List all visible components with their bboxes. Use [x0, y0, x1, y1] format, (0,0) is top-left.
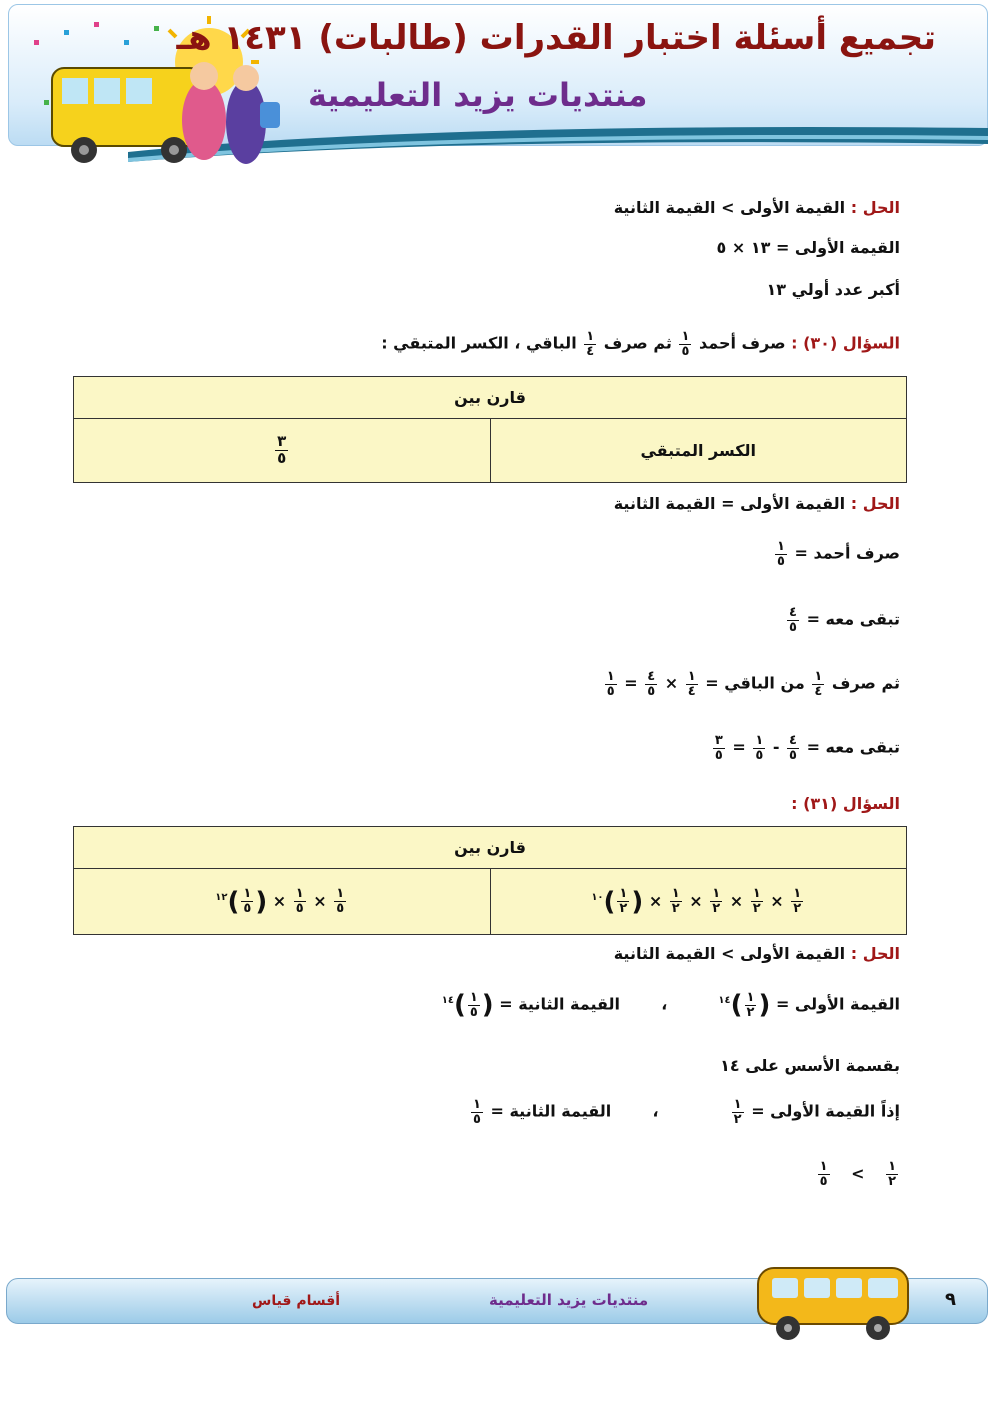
solution-answer: القيمة الأولى > القيمة الثانية — [613, 198, 846, 217]
first-value: الكسر المتبقي — [490, 419, 907, 483]
q29-line2: أكبر عدد أولي ١٣ — [766, 280, 900, 299]
second-value: $\frac{٣}{٥}$ — [74, 419, 491, 483]
q31-line2: بقسمة الأسس على ١٤ — [720, 1056, 900, 1075]
footer-site: منتديات يزيد التعليمية — [489, 1291, 649, 1309]
solution-label: الحل : — [850, 198, 900, 217]
table-header: قارن بين — [74, 377, 907, 419]
q30-step4: تبقى معه = $\frac{٤}{٥}$ - $\frac{١}{٥}$ = $\frac{٣}{٥}$ — [714, 733, 900, 763]
solution-label: الحل : — [850, 944, 900, 963]
q31-question — [791, 794, 900, 813]
q31-compare-table — [73, 826, 907, 935]
solution-answer: القيمة الأولى > القيمة الثانية — [613, 944, 846, 963]
footer-bus-illustration — [748, 1250, 918, 1346]
q30-question: السؤال (٣٠) : صرف أحمد $\frac{١}{٥}$ ثم صرف $\frac{١}{٤}$ الباقي ، الكسر المتبقي : — [381, 329, 900, 359]
first-value: $\frac{١}{٢}$ × $\frac{١}{٢}$ × $\frac{١}{٢}$ × $\frac{١}{٢}$ × ( $\frac{١}{٢}$ )$^{١٠}$ — [490, 869, 907, 935]
q29-solution — [614, 198, 900, 217]
page-header — [8, 4, 986, 176]
solution-answer: القيمة الأولى = القيمة الثانية — [613, 494, 846, 513]
q30-compare-table — [73, 376, 907, 483]
question-label: السؤال (٣٠) : — [791, 333, 900, 353]
fraction: $\frac{١}{٥}$ — [681, 329, 690, 359]
q31-line4: $\frac{١}{٢}$ > $\frac{١}{٥}$ — [819, 1159, 896, 1189]
q30-step3: ثم صرف $\frac{١}{٤}$ من الباقي = $\frac{١}{٤}$ × $\frac{٤}{٥}$ = $\frac{١}{٥}$ — [606, 669, 900, 699]
second-value: $\frac{١}{٥}$ × $\frac{١}{٥}$ × ( $\frac{١}{٥}$ )$^{١٢}$ — [74, 869, 491, 935]
fraction: $\frac{١}{٤}$ — [586, 329, 595, 359]
q30-step1: صرف أحمد = $\frac{١}{٥}$ — [776, 539, 900, 569]
table-header: قارن بين — [74, 827, 907, 869]
solution-label: الحل : — [850, 494, 900, 513]
page-title: تجميع أسئلة اختبار القدرات (طالبات) ١٤٣١ هـ — [176, 18, 936, 58]
q30-step2: تبقى معه = $\frac{٤}{٥}$ — [789, 605, 900, 635]
q31-line3: إذاً القيمة الأولى = $\frac{١}{٢}$ ، القيمة الثانية = $\frac{١}{٥}$ — [472, 1097, 900, 1127]
forum-name: منتديات يزيد التعليمية — [308, 76, 648, 114]
question-label: السؤال (٣١) : — [791, 794, 900, 813]
page-number: ٩ — [945, 1289, 956, 1310]
q29-line1: القيمة الأولى = ١٣ × ٥ — [716, 238, 900, 257]
q31-solution — [614, 944, 900, 963]
footer-dept: أقسام قياس — [252, 1293, 341, 1309]
q30-solution — [614, 494, 900, 513]
q31-line1: القيمة الأولى = ( $\frac{١}{٢}$ )$^{١٤}$ ، القيمة الثانية = ( $\frac{١}{٥}$ )$^{١٤}$ — [441, 989, 900, 1020]
